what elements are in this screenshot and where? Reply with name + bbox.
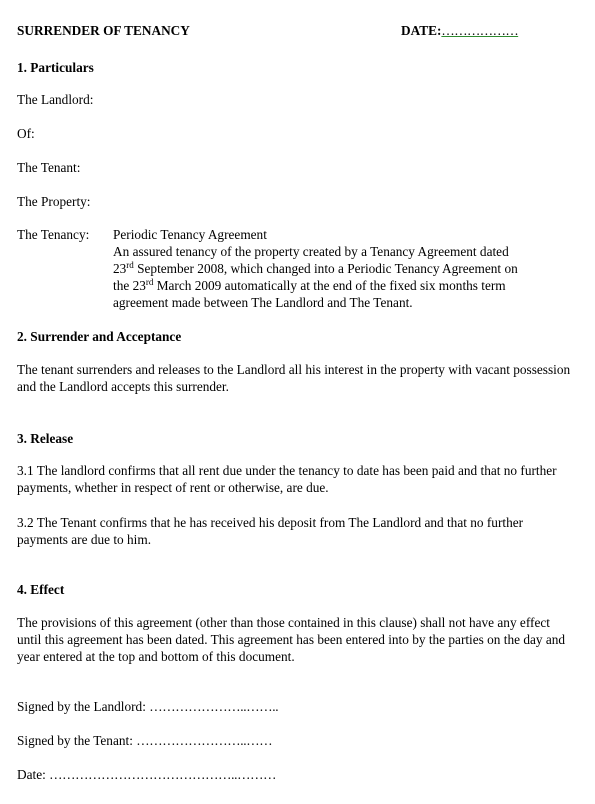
property-label: The Property: bbox=[17, 194, 91, 209]
release-clause-1: 3.1 The landlord confirms that all rent due under the tenancy to date has been paid and that no further payments, whether in respect of rent or otherwise, are due. bbox=[17, 463, 557, 495]
signature-landlord-label: Signed by the Landlord: bbox=[17, 699, 150, 714]
section-heading-release: 3. Release bbox=[17, 431, 74, 446]
landlord-label: The Landlord: bbox=[17, 92, 94, 107]
document-title: SURRENDER OF TENANCY bbox=[17, 23, 190, 38]
title-row bbox=[17, 22, 523, 39]
signature-date-blank[interactable]: ……………………………………..……… bbox=[49, 767, 277, 782]
section-heading-particulars: 1. Particulars bbox=[17, 60, 94, 75]
tenancy-line-1: An assured tenancy of the property created by a Tenancy Agreement dated bbox=[113, 244, 509, 259]
tenancy-description bbox=[113, 226, 575, 311]
signature-tenant bbox=[17, 732, 272, 749]
release-clause-2: 3.2 The Tenant confirms that he has received his deposit from The Landlord and that no further payments are due to him. bbox=[17, 515, 524, 547]
tenant-label: The Tenant: bbox=[17, 160, 81, 175]
signature-landlord bbox=[17, 698, 278, 715]
section-heading-surrender: 2. Surrender and Acceptance bbox=[17, 329, 182, 344]
signature-tenant-blank[interactable]: ……………………..…… bbox=[136, 733, 273, 748]
tenancy-line-2: 23rd September 2008, which changed into a Periodic Tenancy Agreement on bbox=[113, 260, 518, 276]
effect-text: The provisions of this agreement (other than those contained in this clause) shall not have any effect until this agreement has been dated. This agreement has been entered into by the parties on the day and year entered at the top and bottom of this document. bbox=[17, 615, 566, 664]
of-label: Of: bbox=[17, 126, 35, 141]
header-date-blank[interactable]: ……………… bbox=[441, 23, 519, 38]
tenancy-type: Periodic Tenancy Agreement bbox=[113, 227, 267, 242]
signature-date-label: Date: bbox=[17, 767, 50, 782]
tenancy-line-3: the 23rd March 2009 automatically at the end of the fixed six months term bbox=[113, 277, 506, 293]
header-date bbox=[401, 22, 518, 39]
signature-tenant-label: Signed by the Tenant: bbox=[17, 733, 137, 748]
section-heading-effect: 4. Effect bbox=[17, 582, 65, 597]
header-date-label: DATE: bbox=[401, 23, 442, 38]
tenancy-line-4: agreement made between The Landlord and The Tenant. bbox=[113, 295, 413, 310]
signature-date bbox=[17, 766, 276, 783]
tenancy-label: The Tenancy: bbox=[17, 227, 90, 242]
surrender-text: The tenant surrenders and releases to the Landlord all his interest in the property with vacant possession and the Landlord accepts this surrender. bbox=[17, 362, 571, 394]
signature-landlord-blank[interactable]: …………………..…….. bbox=[149, 699, 279, 714]
